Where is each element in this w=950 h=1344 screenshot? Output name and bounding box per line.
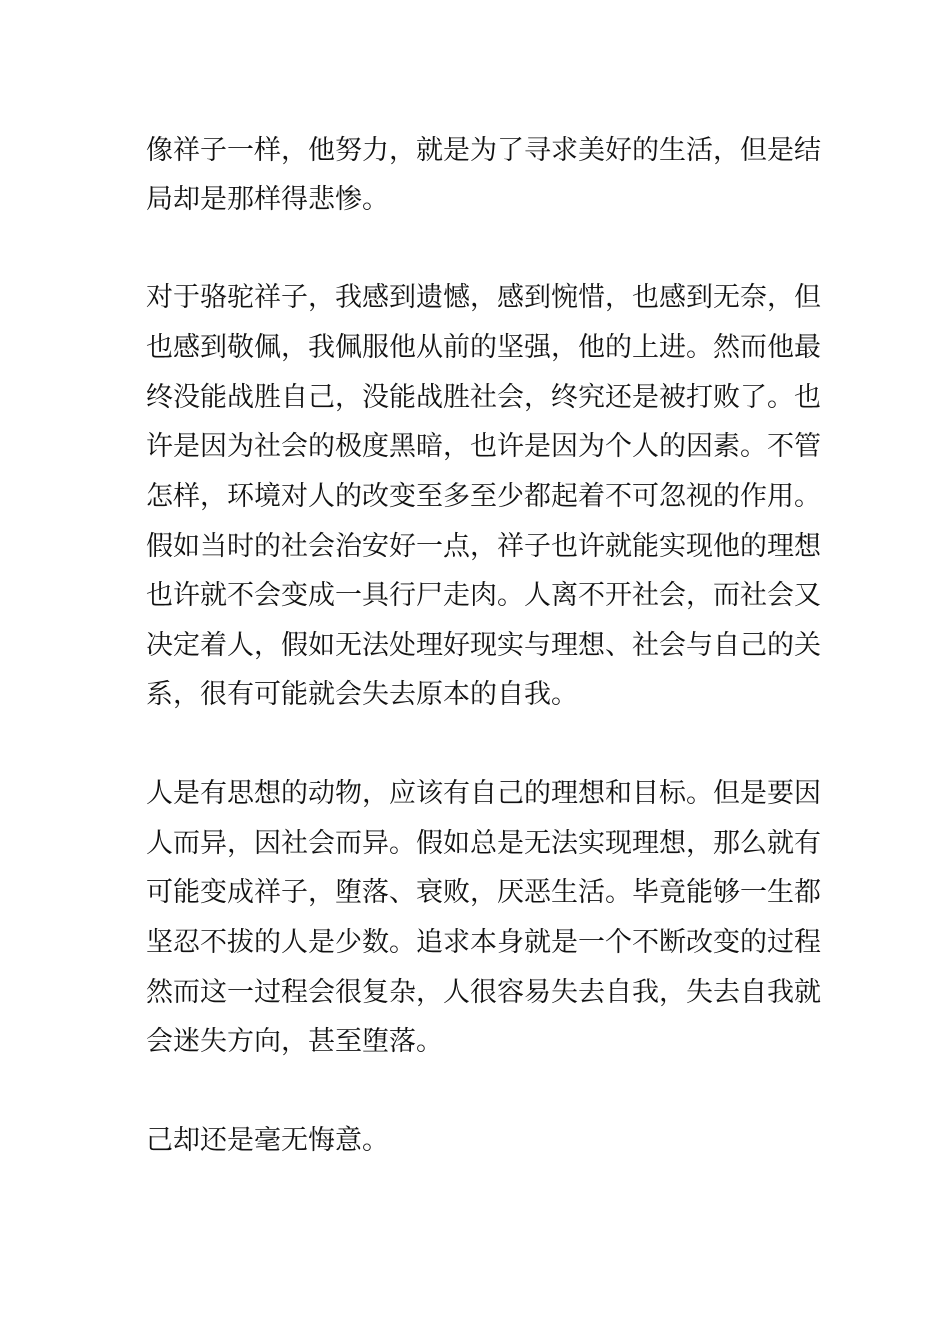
paragraph-3-line-2: 人而异，因社会而异。假如总是无法实现理想，那么就有 xyxy=(146,828,821,859)
paragraph-3-line-6: 会迷失方向，甚至堕落。 xyxy=(146,1026,443,1057)
paragraph-4-line-1: 己却还是毫无悔意。 xyxy=(146,1125,389,1156)
paragraph-2-line-5: 怎样，环境对人的改变至多至少都起着不可忽视的作用。 xyxy=(146,481,821,512)
paragraph-2-line-7: 也许就不会变成一具行尸走肉。人离不开社会，而社会又 xyxy=(146,580,821,611)
paragraph-3-line-1: 人是有思想的动物，应该有自己的理想和目标。但是要因 xyxy=(146,778,821,809)
paragraph-2-line-6: 假如当时的社会治安好一点，祥子也许就能实现他的理想 xyxy=(146,531,821,562)
paragraph-2-line-2: 也感到敬佩，我佩服他从前的坚强，他的上进。然而他最 xyxy=(146,332,821,363)
paragraph-3-line-4: 坚忍不拔的人是少数。追求本身就是一个不断改变的过程 xyxy=(146,927,821,958)
paragraph-2-line-3: 终没能战胜自己，没能战胜社会，终究还是被打败了。也 xyxy=(146,382,821,413)
paragraph-2-line-8: 决定着人，假如无法处理好现实与理想、社会与自己的关 xyxy=(146,630,821,661)
paragraph-3-line-3: 可能变成祥子，堕落、衰败，厌恶生活。毕竟能够一生都 xyxy=(146,877,821,908)
paragraph-2-line-1: 对于骆驼祥子，我感到遗憾，感到惋惜，也感到无奈，但 xyxy=(146,282,821,313)
paragraph-1-line-1: 像祥子一样，他努力，就是为了寻求美好的生活，但是结 xyxy=(146,135,821,166)
paragraph-2-line-9: 系，很有可能就会失去原本的自我。 xyxy=(146,679,578,710)
paragraph-2-line-4: 许是因为社会的极度黑暗，也许是因为个人的因素。不管 xyxy=(146,431,821,462)
paragraph-3-line-5: 然而这一过程会很复杂，人很容易失去自我，失去自我就 xyxy=(146,977,821,1008)
paragraph-1-line-2: 局却是那样得悲惨。 xyxy=(146,184,389,215)
